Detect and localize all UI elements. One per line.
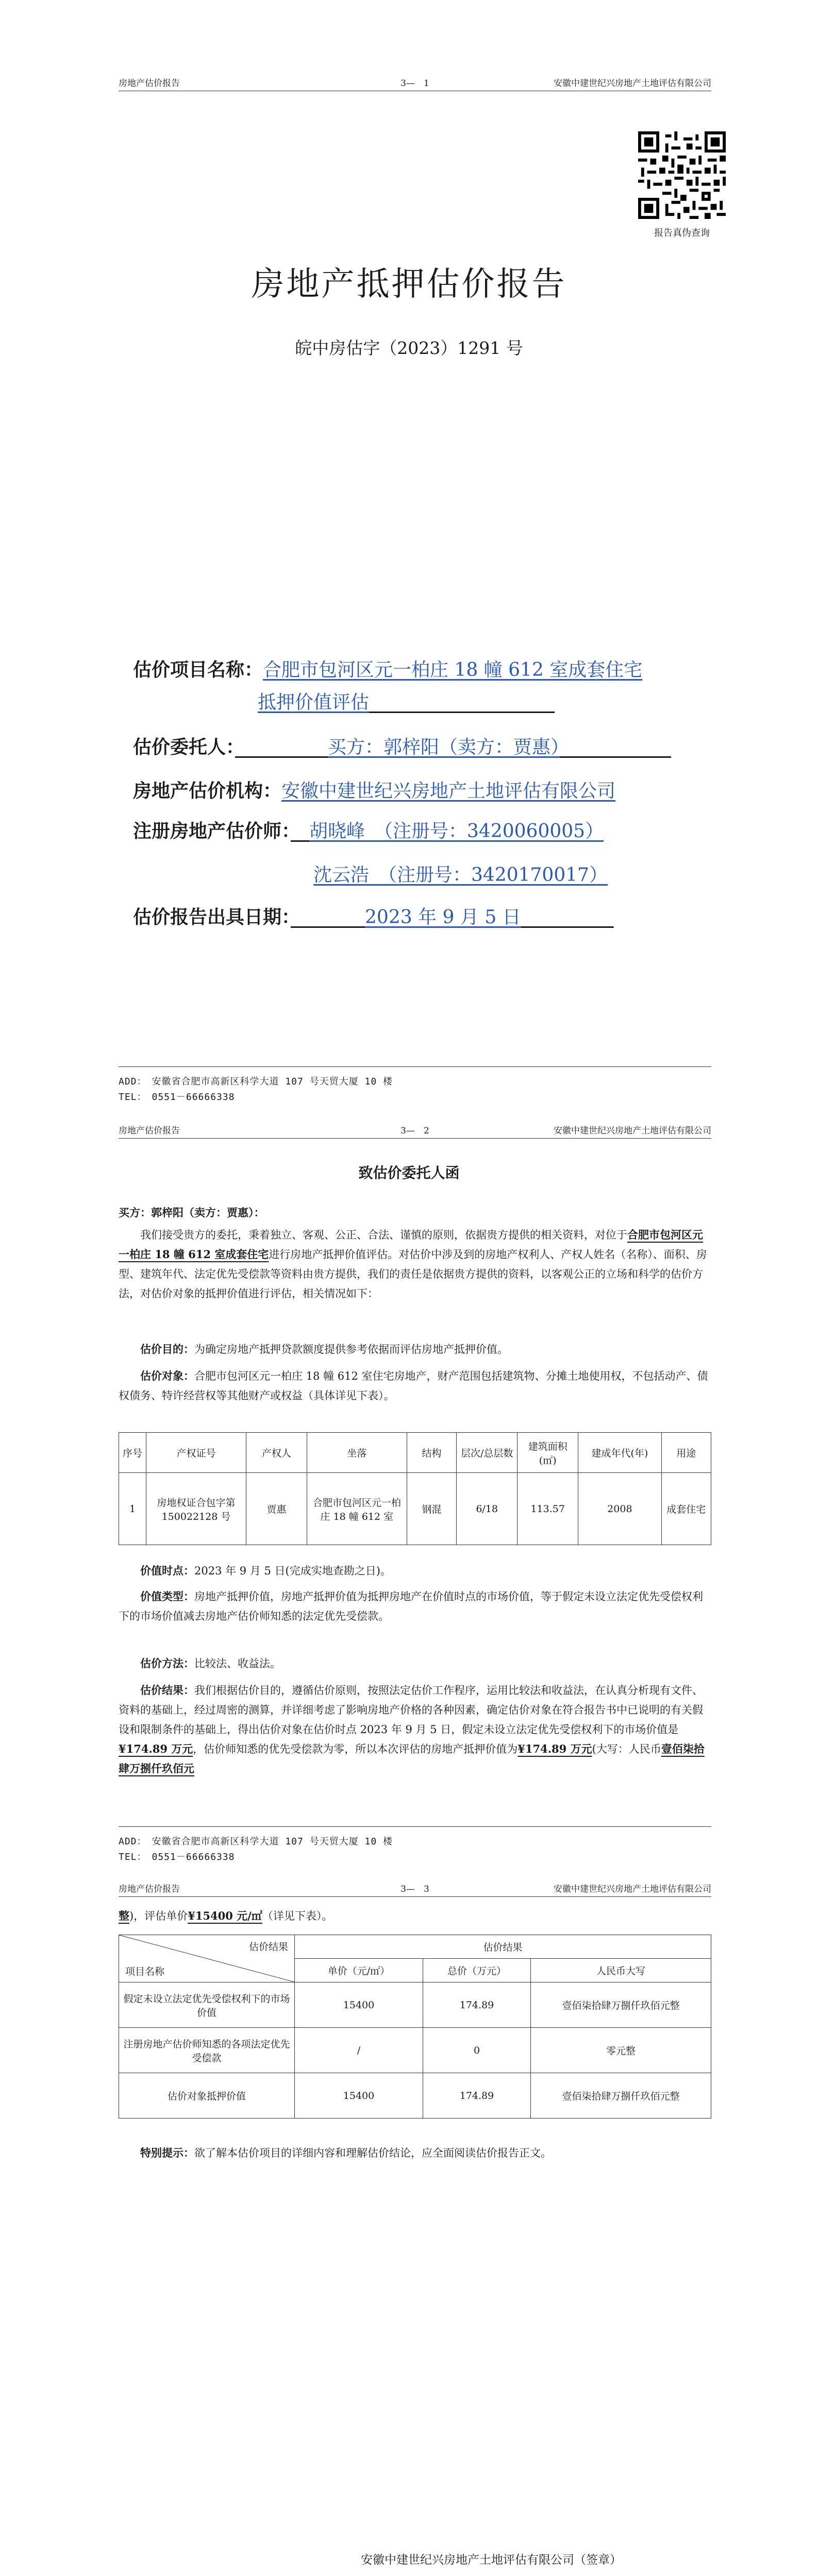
- row-unit: 15400: [295, 1982, 423, 2028]
- result-amount-2: ¥174.89 万元: [517, 1742, 592, 1755]
- intro-text-a: 我们接受贵方的委托，秉着独立、客观、公正、合法、谨慎的原则，依据贵方提供的相关资料，对位于: [140, 1229, 627, 1241]
- row-upper: 壹佰柒拾肆万捌仟玖佰元整: [531, 2073, 711, 2119]
- intro-address: 合肥市包河区元一柏庄 18 幢 612 室成套住宅: [119, 1228, 703, 1261]
- th-location: 坐落: [307, 1433, 407, 1473]
- value-date-text: 2023 年 9 月 5 日(完成实地查勘之日)。: [194, 1565, 391, 1577]
- row-upper: 壹佰柒拾肆万捌仟玖佰元整: [531, 1982, 711, 2028]
- cell-floor: 6/18: [457, 1473, 517, 1545]
- value-date-label: 价值时点：: [140, 1564, 194, 1577]
- footer-address: ADD： 安徽省合肥市高新区科学大道 107 号天贸大厦 10 楼: [119, 1836, 393, 1847]
- cell-location: 合肥市包河区元一柏庄 18 幢 612 室: [307, 1473, 407, 1545]
- cell-area: 113.57: [517, 1473, 578, 1545]
- row-name: 假定未设立法定优先受偿权利下的市场价值: [119, 1982, 295, 2028]
- agency-label: 房地产估价机构：: [133, 780, 282, 802]
- header-left: 房地产估价报告: [119, 1126, 180, 1136]
- client-value: 买方：郭梓阳（卖方：贾惠）: [328, 737, 560, 758]
- appraiser-row-2: [313, 860, 608, 887]
- result-continued: [119, 1906, 711, 1926]
- special-text: 欲了解本估价项目的详细内容和理解估价结论，应全面阅读估价报告正文。: [194, 2147, 552, 2159]
- agency-value: 安徽中建世纪兴房地产土地评估有限公司: [281, 781, 616, 802]
- intro-text-c: 进行房地产抵押价值评估。对估价中涉及到的房地产权利人、产权人姓名（名称）、面积、房型、建筑年代、法定优先受偿款等资料由贵方提供，我们的责任是依据贵方提供的资料，以客观公正的立场和科学的估价方法，对估价对象的抵押价值进行评估，相关情况如下：: [119, 1248, 707, 1300]
- header-right: 安徽中建世纪兴房地产土地评估有限公司: [554, 1126, 711, 1136]
- result-upper-2: 整: [119, 1909, 129, 1922]
- corner-top-label: 估价结果: [248, 1941, 288, 1953]
- footer-tel: TEL： 0551－66666338: [119, 1092, 235, 1103]
- project-name-row: [133, 655, 642, 682]
- object-text: 合肥市包河区元一柏庄 18 幢 612 室住宅房地产，财产范围包括建筑物、分摊土地使用权，不包括动产、债权债务、特许经营权等其他财产或权益（具体详见下表）。: [119, 1370, 708, 1402]
- result-table: [119, 1935, 711, 2119]
- purpose-para: [119, 1340, 711, 1359]
- th-no: 序号: [119, 1433, 146, 1473]
- method-text: 比较法、收益法。: [194, 1657, 281, 1670]
- footer-address: ADD： 安徽省合肥市高新区科学大道 107 号天贸大厦 10 楼: [119, 1076, 393, 1087]
- page-header-2: [119, 1120, 711, 1139]
- footer-divider-2: [119, 1826, 711, 1827]
- result-para: [119, 1681, 711, 1778]
- object-label: 估价对象：: [140, 1369, 194, 1382]
- result-amount-1: ¥174.89 万元: [119, 1742, 193, 1755]
- row-unit: 15400: [295, 2073, 423, 2119]
- row-name: 估价对象抵押价值: [119, 2073, 295, 2119]
- project-name-value: 合肥市包河区元一柏庄 18 幢 612 室成套住宅: [263, 659, 643, 681]
- date-label: 估价报告出具日期：: [133, 906, 291, 928]
- result-upper: 壹佰柒拾肆万捌仟玖佰元: [119, 1742, 705, 1775]
- th-use: 用途: [661, 1433, 711, 1473]
- special-para: [119, 2143, 711, 2163]
- table-row: [119, 2073, 711, 2119]
- qr-caption: 报告真伪查询: [654, 228, 710, 239]
- cell-no: 1: [119, 1473, 146, 1545]
- cell-year: 2008: [578, 1473, 661, 1545]
- row-total: 174.89: [423, 2073, 531, 2119]
- agency-row: [133, 776, 615, 803]
- date-row: [133, 903, 614, 929]
- value-type-text: 房地产抵押价值，房地产抵押价值为抵押房地产在价值时点的市场价值，等于假定未设立法定优先受偿权利下的市场价值减去房地产估价师知悉的法定优先受偿款。: [119, 1590, 703, 1622]
- row-name: 注册房地产估价师知悉的各项法定优先受偿款: [119, 2028, 295, 2073]
- corner-bottom-label: 项目名称: [125, 1966, 165, 1977]
- project-name-value-2: 抵押价值评估: [258, 692, 370, 713]
- footer-tel: TEL： 0551－66666338: [119, 1852, 235, 1862]
- result-text-d: )，评估单价: [129, 1910, 188, 1922]
- property-table: [119, 1432, 711, 1545]
- row-unit: /: [295, 2028, 423, 2073]
- table-row: [119, 2028, 711, 2073]
- col-upper-header: 人民币大写: [531, 1959, 711, 1982]
- cell-owner: 贾惠: [246, 1473, 307, 1545]
- th-year: 建成年代(年): [578, 1433, 661, 1473]
- letter-title: 致估价委托人函: [358, 1164, 460, 1181]
- unit-price: ¥15400 元/㎡: [188, 1909, 262, 1922]
- appraiser-row: [133, 817, 604, 843]
- result-text-e: （详见下表）。: [262, 1910, 333, 1922]
- method-label: 估价方法：: [140, 1657, 194, 1670]
- qr-code[interactable]: [638, 131, 726, 219]
- col-total-header: 总价（万元）: [423, 1959, 531, 1982]
- th-floor: 层次/总层数: [457, 1433, 517, 1473]
- header-right: 安徽中建世纪兴房地产土地评估有限公司: [554, 78, 711, 89]
- cell-structure: 钢混: [407, 1473, 456, 1545]
- appraiser-1: 胡晓峰 （注册号：3420060005）: [309, 821, 604, 842]
- letter-intro: [119, 1225, 711, 1303]
- result-text-b: ，估价师知悉的优先受偿款为零，所以本次评估的房地产抵押价值为: [193, 1743, 518, 1755]
- report-title: 房地产抵押估价报告: [251, 265, 567, 303]
- header-right: 安徽中建世纪兴房地产土地评估有限公司: [554, 1884, 711, 1894]
- client-row: [133, 733, 671, 759]
- page-number: 3— 1: [400, 78, 429, 89]
- object-para: [119, 1366, 711, 1405]
- page-header-3: [119, 1878, 711, 1897]
- page-footer-2: [119, 1834, 711, 1865]
- method-para: [119, 1654, 711, 1673]
- signature-company: 安徽中建世纪兴房地产土地评估有限公司（签章）: [361, 2553, 622, 2567]
- cell-cert: 房地权证合包字第 150022128 号: [146, 1473, 246, 1545]
- result-text-c: (大写：人民币: [592, 1743, 661, 1755]
- footer-divider-1: [119, 1066, 711, 1067]
- page-header-1: [119, 72, 711, 91]
- appraiser-label: 注册房地产估价师：: [133, 820, 291, 842]
- appraiser-2: 沈云浩 （注册号：3420170017）: [313, 865, 608, 886]
- result-label: 估价结果：: [140, 1684, 194, 1697]
- result-text-a: 我们根据估价目的，遵循估价原则，按照法定估价工作程序，运用比较法和收益法，在认真分析现有文件、资料的基础上，经过周密的测算，并详细考虑了影响房地产价格的各种因素，确定估价对象在符合报告书中已说明的有关假设和限制条件的基础上，得出估价对象在估价时点 2023 年 9 月 5 日，假定未设立法定优先受偿权利下的市场价值是: [119, 1684, 703, 1736]
- header-left: 房地产估价报告: [119, 78, 180, 89]
- special-label: 特别提示：: [140, 2146, 194, 2159]
- group-header: 估价结果: [295, 1935, 711, 1959]
- row-total: 0: [423, 2028, 531, 2073]
- page-footer-1: [119, 1074, 711, 1105]
- value-type-label: 价值类型：: [140, 1590, 194, 1603]
- row-upper: 零元整: [531, 2028, 711, 2073]
- th-owner: 产权人: [246, 1433, 307, 1473]
- header-left: 房地产估价报告: [119, 1884, 180, 1894]
- th-cert: 产权证号: [146, 1433, 246, 1473]
- table-header-row: [119, 1433, 711, 1473]
- col-unit-header: 单价（元/㎡）: [295, 1959, 423, 1982]
- letter-recipient: 买方：郭梓阳（卖方：贾惠）：: [119, 1206, 265, 1219]
- purpose-text: 为确定房地产抵押贷款额度提供参考依据而评估房地产抵押价值。: [194, 1343, 508, 1355]
- corner-cell: [119, 1935, 295, 1982]
- page-number: 3— 3: [400, 1884, 429, 1894]
- project-name-label: 估价项目名称：: [133, 659, 263, 681]
- table-row: [119, 1982, 711, 2028]
- value-date-para: [119, 1561, 711, 1581]
- page-number: 3— 2: [400, 1126, 429, 1136]
- report-number: 皖中房估字（2023）1291 号: [295, 338, 523, 358]
- purpose-label: 估价目的：: [140, 1343, 194, 1355]
- cell-use: 成套住宅: [661, 1473, 711, 1545]
- value-type-para: [119, 1587, 711, 1626]
- th-area: 建筑面积(㎡): [517, 1433, 578, 1473]
- client-label: 估价委托人：: [133, 736, 236, 758]
- date-value: 2023 年 9 月 5 日: [365, 907, 521, 928]
- row-total: 174.89: [423, 1982, 531, 2028]
- table-row: [119, 1473, 711, 1545]
- project-name-row-2: [258, 688, 555, 714]
- th-structure: 结构: [407, 1433, 456, 1473]
